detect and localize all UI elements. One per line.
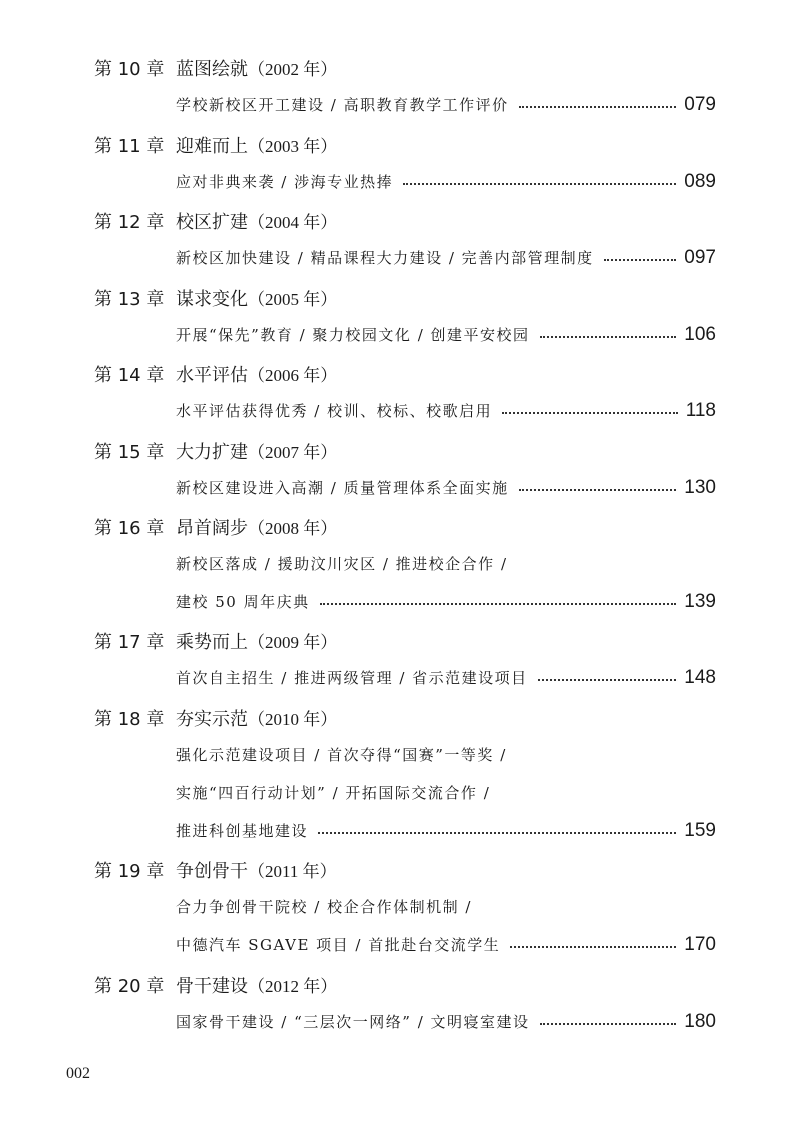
dot-leader [403, 183, 676, 185]
dot-leader [519, 489, 677, 491]
dot-leader [519, 106, 677, 108]
chapter-year: （2006 年） [248, 366, 338, 385]
toc-page-number: 130 [684, 477, 716, 498]
chapter-number: 第 20 章 [94, 976, 165, 997]
chapter-year: （2004 年） [248, 213, 338, 232]
toc-entry-text: 推进科创基地建设 [176, 822, 309, 840]
toc-entry [176, 553, 716, 575]
toc-entry-text: 新校区建设进入高潮 / 质量管理体系全面实施 [176, 479, 509, 497]
toc-page-number: 089 [684, 171, 716, 192]
toc-page-number: 079 [684, 94, 716, 115]
chapter-number: 第 13 章 [94, 289, 165, 310]
dot-leader [320, 603, 677, 605]
toc-entry [176, 591, 716, 613]
toc-page-number: 148 [684, 667, 716, 688]
chapter-year: （2005 年） [248, 290, 338, 309]
chapter-number: 第 15 章 [94, 442, 165, 463]
chapter-number: 第 17 章 [94, 632, 165, 653]
page-number: 002 [66, 1065, 90, 1082]
chapter-number: 第 14 章 [94, 365, 165, 386]
chapter-year: （2002 年） [248, 60, 338, 79]
toc-entry-text: 中德汽车 SGAVE 项目 / 首批赴台交流学生 [176, 936, 501, 954]
toc-page-number: 170 [684, 934, 716, 955]
toc-entry [176, 896, 716, 918]
chapter-heading [94, 441, 337, 465]
dot-leader [540, 1023, 677, 1025]
toc-entry [176, 247, 716, 269]
chapter-title: 骨干建设 [176, 976, 248, 997]
toc-entry [176, 1011, 716, 1033]
chapter-title: 乘势而上 [176, 632, 248, 653]
chapter-title: 迎难而上 [176, 136, 248, 157]
chapter-heading [94, 860, 337, 884]
chapter-year: （2009 年） [248, 633, 338, 652]
dot-leader [604, 259, 677, 261]
toc-entry-text: 实施“四百行动计划” / 开拓国际交流合作 / [176, 784, 491, 802]
toc-page-number: 139 [684, 591, 716, 612]
toc-entry-text: 建校 50 周年庆典 [176, 593, 310, 611]
toc-entry [176, 171, 716, 193]
chapter-title: 谋求变化 [176, 289, 248, 310]
chapter-number: 第 19 章 [94, 861, 165, 882]
toc-entry-text: 新校区加快建设 / 精品课程大力建设 / 完善内部管理制度 [176, 249, 594, 267]
chapter-year: （2003 年） [248, 137, 338, 156]
toc-entry-text: 国家骨干建设 / “三层次一网络” / 文明寝室建设 [176, 1013, 530, 1031]
toc-entry-text: 开展“保先”教育 / 聚力校园文化 / 创建平安校园 [176, 326, 530, 344]
toc-page-number: 106 [684, 324, 716, 345]
chapter-year: （2012 年） [248, 977, 338, 996]
chapter-number: 第 10 章 [94, 59, 165, 80]
dot-leader [318, 832, 676, 834]
chapter-heading [94, 364, 337, 388]
chapter-heading [94, 708, 337, 732]
toc-entry [176, 477, 716, 499]
dot-leader [540, 336, 677, 338]
chapter-year: （2011 年） [248, 862, 337, 881]
chapter-heading [94, 631, 337, 655]
toc-entry [176, 820, 716, 842]
chapter-title: 大力扩建 [176, 442, 248, 463]
chapter-title: 蓝图绘就 [176, 59, 248, 80]
dot-leader [538, 679, 677, 681]
toc-entry-text: 学校新校区开工建设 / 高职教育教学工作评价 [176, 96, 509, 114]
toc-page-number: 159 [684, 820, 716, 841]
toc-entry-text: 强化示范建设项目 / 首次夺得“国赛”一等奖 / [176, 746, 507, 764]
chapter-year: （2010 年） [248, 710, 338, 729]
chapter-number: 第 12 章 [94, 212, 165, 233]
toc-entry-text: 应对非典来袭 / 涉海专业热捧 [176, 173, 394, 191]
chapter-number: 第 18 章 [94, 709, 165, 730]
toc-entry [176, 667, 716, 689]
toc-page-number: 180 [684, 1011, 716, 1032]
dot-leader [510, 946, 676, 948]
toc-entry [176, 744, 716, 766]
chapter-heading [94, 517, 337, 541]
chapter-number: 第 11 章 [94, 136, 165, 157]
toc-page-number: 097 [684, 247, 716, 268]
chapter-title: 争创骨干 [176, 861, 248, 882]
toc-entry-text: 水平评估获得优秀 / 校训、校标、校歌启用 [176, 402, 493, 420]
toc-entry [176, 400, 716, 422]
toc-entry-text: 首次自主招生 / 推进两级管理 / 省示范建设项目 [176, 669, 528, 687]
dot-leader [502, 412, 678, 414]
chapter-title: 夯实示范 [176, 709, 248, 730]
toc-entry [176, 782, 716, 804]
chapter-title: 昂首阔步 [176, 518, 248, 539]
chapter-heading [94, 975, 337, 999]
chapter-year: （2007 年） [248, 443, 338, 462]
chapter-heading [94, 135, 337, 159]
toc-entry [176, 94, 716, 116]
chapter-heading [94, 58, 337, 82]
chapter-title: 水平评估 [176, 365, 248, 386]
chapter-heading [94, 211, 337, 235]
toc-entry [176, 934, 716, 956]
chapter-heading [94, 288, 337, 312]
toc-page-number: 118 [685, 400, 716, 421]
chapter-number: 第 16 章 [94, 518, 165, 539]
chapter-year: （2008 年） [248, 519, 338, 538]
chapter-title: 校区扩建 [176, 212, 248, 233]
toc-entry-text: 新校区落成 / 援助汶川灾区 / 推进校企合作 / [176, 555, 508, 573]
toc-entry [176, 324, 716, 346]
toc-entry-text: 合力争创骨干院校 / 校企合作体制机制 / [176, 898, 472, 916]
